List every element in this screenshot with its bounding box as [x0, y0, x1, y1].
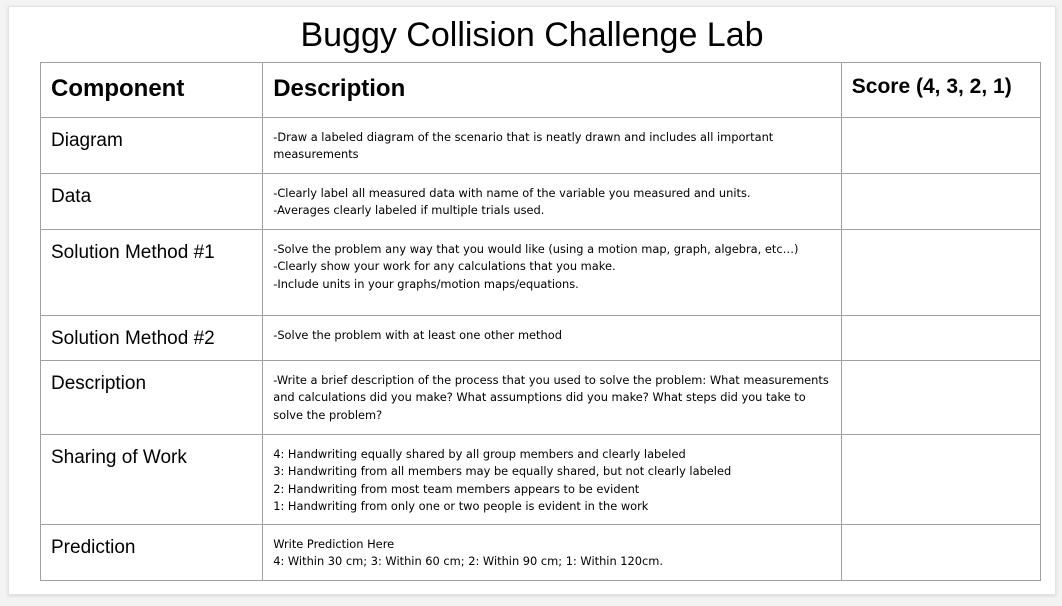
component-cell: Diagram: [41, 118, 263, 174]
component-cell: Prediction: [41, 525, 263, 581]
rubric-table: [40, 62, 1041, 581]
component-cell: Solution Method #2: [41, 316, 263, 361]
description-cell[interactable]: [263, 435, 842, 525]
component-cell: Data: [41, 174, 263, 230]
table-row: [41, 316, 1041, 361]
description-cell[interactable]: [263, 230, 842, 316]
document-page: [8, 6, 1056, 595]
description-cell[interactable]: [263, 361, 842, 435]
header-component: Component: [41, 63, 263, 118]
header-score: Score (4, 3, 2, 1): [841, 63, 1040, 118]
table-row: [41, 118, 1041, 174]
score-cell[interactable]: [841, 316, 1040, 361]
description-line: -Write a brief description of the process that you used to solve the problem: What measurements and calculations did you make? What assumptions did you make? What steps did you take to solve the problem?: [273, 373, 829, 422]
table-header-row: [41, 63, 1041, 118]
component-cell: Solution Method #1: [41, 230, 263, 316]
table-row: [41, 525, 1041, 581]
description-cell[interactable]: [263, 316, 842, 361]
description-line: -Draw a labeled diagram of the scenario that is neatly drawn and includes all important measurements: [273, 130, 774, 162]
table-row: [41, 435, 1041, 525]
score-cell[interactable]: [841, 525, 1040, 581]
document-title: Buggy Collision Challenge Lab: [300, 16, 764, 54]
description-line: 3: Handwriting from all members may be equally shared, but not clearly labeled: [273, 464, 732, 479]
score-cell[interactable]: [841, 174, 1040, 230]
component-cell: Sharing of Work: [41, 435, 263, 525]
description-line: -Include units in your graphs/motion maps/equations.: [273, 276, 579, 291]
header-description: Description: [263, 63, 842, 118]
score-cell[interactable]: [841, 230, 1040, 316]
description-cell[interactable]: [263, 525, 842, 581]
description-line: 4: Handwriting equally shared by all group members and clearly labeled: [273, 447, 686, 461]
description-line: -Clearly label all measured data with name of the variable you measured and units.: [273, 186, 751, 200]
description-cell[interactable]: [263, 118, 842, 174]
table-row: [41, 361, 1041, 435]
description-line: 1: Handwriting from only one or two people is evident in the work: [273, 498, 649, 513]
description-line: -Averages clearly labeled if multiple trials used.: [273, 203, 545, 218]
score-cell[interactable]: [841, 435, 1040, 525]
description-cell[interactable]: [263, 174, 842, 230]
description-line: Write Prediction Here: [273, 537, 395, 551]
table-row: [41, 230, 1041, 316]
description-line: -Solve the problem any way that you would like (using a motion map, graph, algebra, etc…): [273, 242, 799, 256]
description-line: 2: Handwriting from most team members appears to be evident: [273, 481, 640, 496]
component-cell: Description: [41, 361, 263, 435]
description-line: -Clearly show your work for any calculations that you make.: [273, 259, 616, 274]
description-line: -Solve the problem with at least one other method: [273, 328, 562, 342]
table-row: [41, 174, 1041, 230]
score-cell[interactable]: [841, 118, 1040, 174]
score-cell[interactable]: [841, 361, 1040, 435]
description-line: 4: Within 30 cm; 3: Within 60 cm; 2: Within 90 cm; 1: Within 120cm.: [273, 554, 664, 569]
